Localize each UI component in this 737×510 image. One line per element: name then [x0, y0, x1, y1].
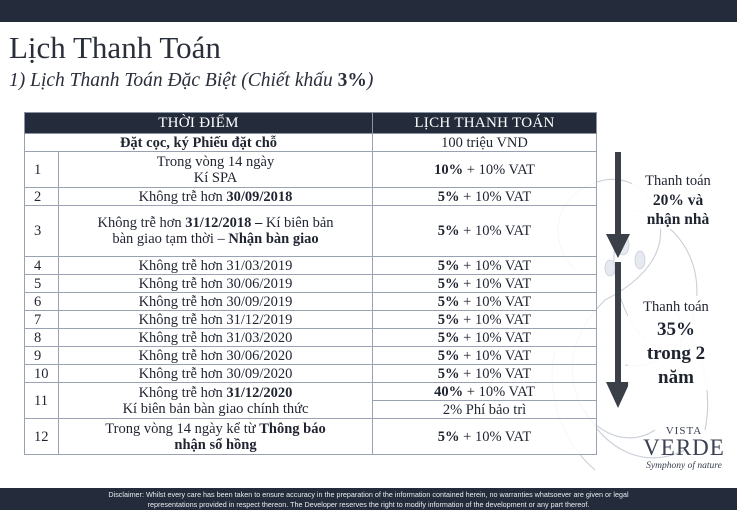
table-row: [25, 383, 597, 401]
row-vat: + 10% VAT: [459, 347, 532, 364]
row-payment: [373, 206, 597, 257]
row-time: [59, 152, 373, 188]
row-time: Không trễ hơn 31/03/2019: [59, 257, 373, 275]
row-time: Không trễ hơn 30/06/2019: [59, 275, 373, 293]
table-row: [25, 152, 597, 188]
row-number: 10: [25, 365, 59, 383]
logo-line1: VISTA: [665, 425, 703, 437]
row-payment: [373, 419, 597, 455]
table-row: [25, 311, 597, 329]
row-percent: 5%: [437, 311, 460, 328]
row-time: Không trễ hơn 31/12/2019: [59, 311, 373, 329]
row-time-l1-prefix: Không trễ hơn: [97, 215, 186, 231]
row-percent: 5%: [437, 428, 460, 445]
payment-schedule-table: [24, 112, 597, 455]
row-vat: + 10% VAT: [459, 188, 532, 205]
table-row: [25, 188, 597, 206]
table-row: [25, 365, 597, 383]
row-time-line2: Kí SPA: [193, 169, 238, 186]
arrow-down-icon: [606, 152, 630, 258]
row-time-l1-date: 31/12/2018 –: [185, 215, 263, 231]
row-percent: 5%: [437, 365, 460, 382]
page-title: Lịch Thanh Toán: [9, 30, 221, 65]
subtitle-prefix: 1) Lịch Thanh Toán Đặc Biệt (Chiết khấu: [9, 70, 338, 91]
row-time-l1-prefix: Trong vòng 14 ngày kể từ: [105, 420, 260, 437]
note-line-bold: 35%: [657, 319, 695, 340]
brand-logo: [632, 425, 736, 471]
note-line-bold: 20% và: [652, 192, 704, 209]
arrow-down-icon: [606, 262, 630, 408]
row-time-prefix: Không trễ hơn: [138, 188, 227, 205]
subtitle-suffix: ): [366, 70, 374, 91]
row-time: [59, 206, 373, 257]
table-row: [25, 206, 597, 257]
row-number: 11: [25, 383, 59, 419]
row-number: 8: [25, 329, 59, 347]
row-vat: + 10% VAT: [463, 383, 535, 400]
row-time-date: 30/09/2018: [226, 188, 293, 205]
row-percent: 10%: [434, 161, 464, 178]
row-payment: [373, 365, 597, 383]
disclaimer-line2: representations provided in respect thereon. The Developer reserves the right to modify information of the development or any part thereof.: [147, 500, 590, 509]
row-vat: + 10% VAT: [459, 275, 532, 292]
row-number: 6: [25, 293, 59, 311]
row-time-l2-bold: Nhận bàn giao: [228, 231, 319, 247]
row-time: Không trễ hơn 31/03/2020: [59, 329, 373, 347]
note-line-bold: năm: [658, 367, 694, 388]
row-number: 1: [25, 152, 59, 188]
note-line-bold: trong 2: [646, 343, 706, 364]
row-percent: 5%: [437, 329, 460, 346]
row-vat: + 10% VAT: [459, 329, 532, 346]
row-time: [59, 188, 373, 206]
row-percent: 5%: [437, 347, 460, 364]
row-vat: + 10% VAT: [459, 223, 532, 239]
payment-note-second: [628, 296, 724, 390]
row-number: 5: [25, 275, 59, 293]
column-header-payment: LỊCH THANH TOÁN: [373, 113, 597, 134]
note-line: Thanh toán: [643, 299, 709, 315]
row-payment: [373, 329, 597, 347]
row-payment: [373, 275, 597, 293]
row-payment: [373, 383, 597, 401]
disclaimer-bar: [0, 488, 737, 510]
row-time-l1-suffix: Kí biên bản: [262, 215, 334, 231]
row-time-l2-prefix: bàn giao tạm thời –: [112, 231, 229, 247]
row-payment: [373, 347, 597, 365]
row-time-l2-bold: nhận sổ hồng: [174, 436, 257, 453]
table-row: [25, 329, 597, 347]
row-time: Không trễ hơn 30/09/2020: [59, 365, 373, 383]
row-maintenance-fee: 2% Phí bảo trì: [373, 401, 597, 419]
top-band: [0, 0, 737, 22]
row-percent: 5%: [437, 293, 460, 310]
table-row: [25, 257, 597, 275]
row-vat: + 10% VAT: [463, 161, 535, 178]
row-time-line1: Trong vòng 14 ngày: [156, 153, 275, 170]
row-percent: 40%: [434, 383, 464, 400]
row-number: 4: [25, 257, 59, 275]
row-percent: 5%: [437, 257, 460, 274]
row-number: 2: [25, 188, 59, 206]
row-number: 7: [25, 311, 59, 329]
row-vat: + 10% VAT: [459, 257, 532, 274]
row-percent: 5%: [437, 223, 460, 239]
row-time: Không trễ hơn 30/09/2019: [59, 293, 373, 311]
row-time-l1-bold: Thông báo: [259, 420, 326, 437]
payment-note-first: [632, 172, 724, 229]
row-time: [59, 383, 373, 419]
row-payment: [373, 293, 597, 311]
row-number: 3: [25, 206, 59, 257]
row-percent: 5%: [437, 188, 460, 205]
deposit-payment-cell: 100 triệu VND: [373, 134, 597, 152]
column-header-time: THỜI ĐIỂM: [25, 113, 373, 134]
row-time: [59, 419, 373, 455]
row-payment: [373, 257, 597, 275]
row-time: Không trễ hơn 30/06/2020: [59, 347, 373, 365]
row-number: 12: [25, 419, 59, 455]
page-subtitle: [9, 70, 373, 92]
row-payment: [373, 152, 597, 188]
logo-line2: VERDE: [643, 435, 725, 460]
row-time-prefix: Không trễ hơn: [138, 384, 227, 401]
row-payment: [373, 311, 597, 329]
note-line: Thanh toán: [645, 173, 711, 189]
subtitle-discount: 3%: [337, 70, 367, 91]
row-number: 9: [25, 347, 59, 365]
disclaimer-line1: Disclaimer: Whilst every care has been taken to ensure accuracy in the preparation of the information contained herein, no warranties whatsoever are given or legal: [108, 490, 629, 499]
table-row: [25, 275, 597, 293]
note-line-bold: nhận nhà: [646, 211, 710, 228]
table-row: [25, 293, 597, 311]
row-payment: [373, 188, 597, 206]
row-time-line2: Kí biên bản bàn giao chính thức: [122, 400, 309, 417]
deposit-time-cell: Đặt cọc, ký Phiếu đặt chỗ: [25, 134, 373, 152]
row-vat: + 10% VAT: [459, 365, 532, 382]
row-vat: + 10% VAT: [459, 428, 532, 445]
row-vat: + 10% VAT: [459, 293, 532, 310]
row-time-date: 31/12/2020: [226, 384, 293, 401]
table-row: [25, 419, 597, 455]
table-row-deposit: [25, 134, 597, 152]
logo-tagline: Symphony of nature: [646, 461, 722, 471]
row-vat: + 10% VAT: [459, 311, 532, 328]
row-percent: 5%: [437, 275, 460, 292]
table-row: [25, 347, 597, 365]
